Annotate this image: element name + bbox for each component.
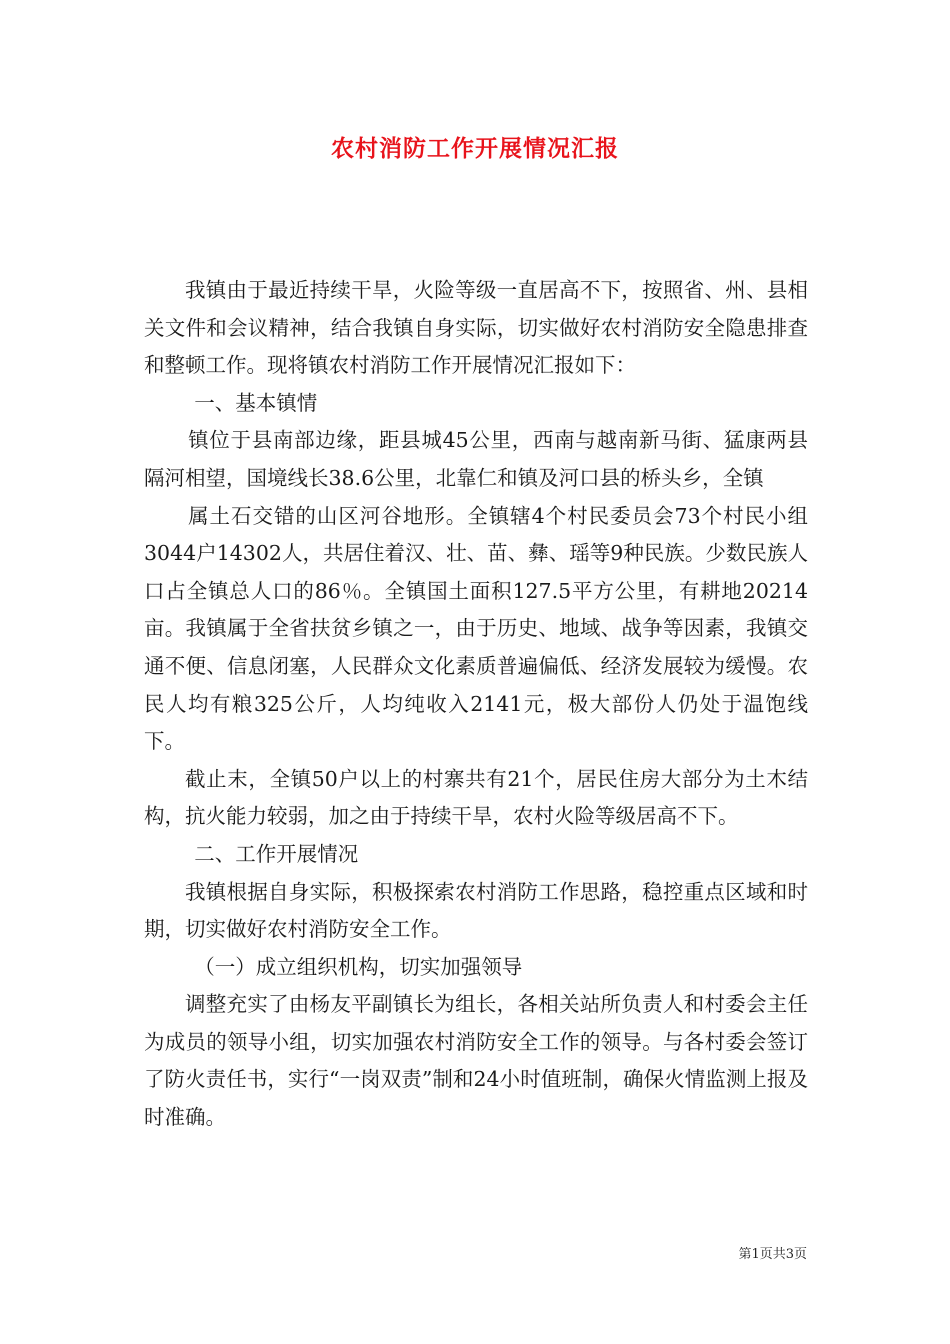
paragraph-demographics: 属土石交错的山区河谷地形。全镇辖4个村民委员会73个村民小组3044户14302人，共居住着汉、壮、苗、彝、瑶等9种民族。少数民族人口占全镇总人口的86％。全镇国土面积127.5平方公里，有耕地20214亩。我镇属于全省扶贫乡镇之一，由于历史、地域、战争等因素，我镇交通不便、信息闭塞，人民群众文化素质普遍偏低、经济发展较为缓慢。农民人均有粮325公斤，人均纯收入2141元，极大部份人仍处于温饱线下。 xyxy=(144,503,808,754)
section-heading-basic-info: 一、基本镇情 xyxy=(194,390,318,415)
document-title: 农村消防工作开展情况汇报 xyxy=(331,135,619,162)
paragraph-work-overview: 我镇根据自身实际，积极探索农村消防工作思路，稳控重点区域和时期，切实做好农村消防安全工作。 xyxy=(144,879,808,942)
paragraph-village-status: 截止末，全镇50户以上的村寨共有21个，居民住房大部分为土木结构，抗火能力较弱，加之由于持续干旱，农村火险等级居高不下。 xyxy=(144,766,808,829)
section-heading-work-progress: 二、工作开展情况 xyxy=(194,841,359,866)
subsection-heading-organization: （一）成立组织机构，切实加强领导 xyxy=(194,954,523,979)
page-number: 第1页共3页 xyxy=(738,1247,807,1262)
intro-paragraph: 我镇由于最近持续干旱，火险等级一直居高不下，按照省、州、县相关文件和会议精神，结合我镇自身实际，切实做好农村消防安全隐患排查和整顿工作。现将镇农村消防工作开展情况汇报如下： xyxy=(144,278,808,378)
paragraph-organization: 调整充实了由杨友平副镇长为组长，各相关站所负责人和村委会主任为成员的领导小组，切实加强农村消防安全工作的领导。与各村委会签订了防火责任书，实行“一岗双责”制和24小时值班制，确保火情监测上报及时准确。 xyxy=(144,992,808,1130)
paragraph-location: 镇位于县南部边缘，距县城45公里，西南与越南新马街、猛康两县隔河相望，国境线长38.6公里，北靠仁和镇及河口县的桥头乡，全镇 xyxy=(144,428,808,490)
document-body xyxy=(144,272,808,1137)
